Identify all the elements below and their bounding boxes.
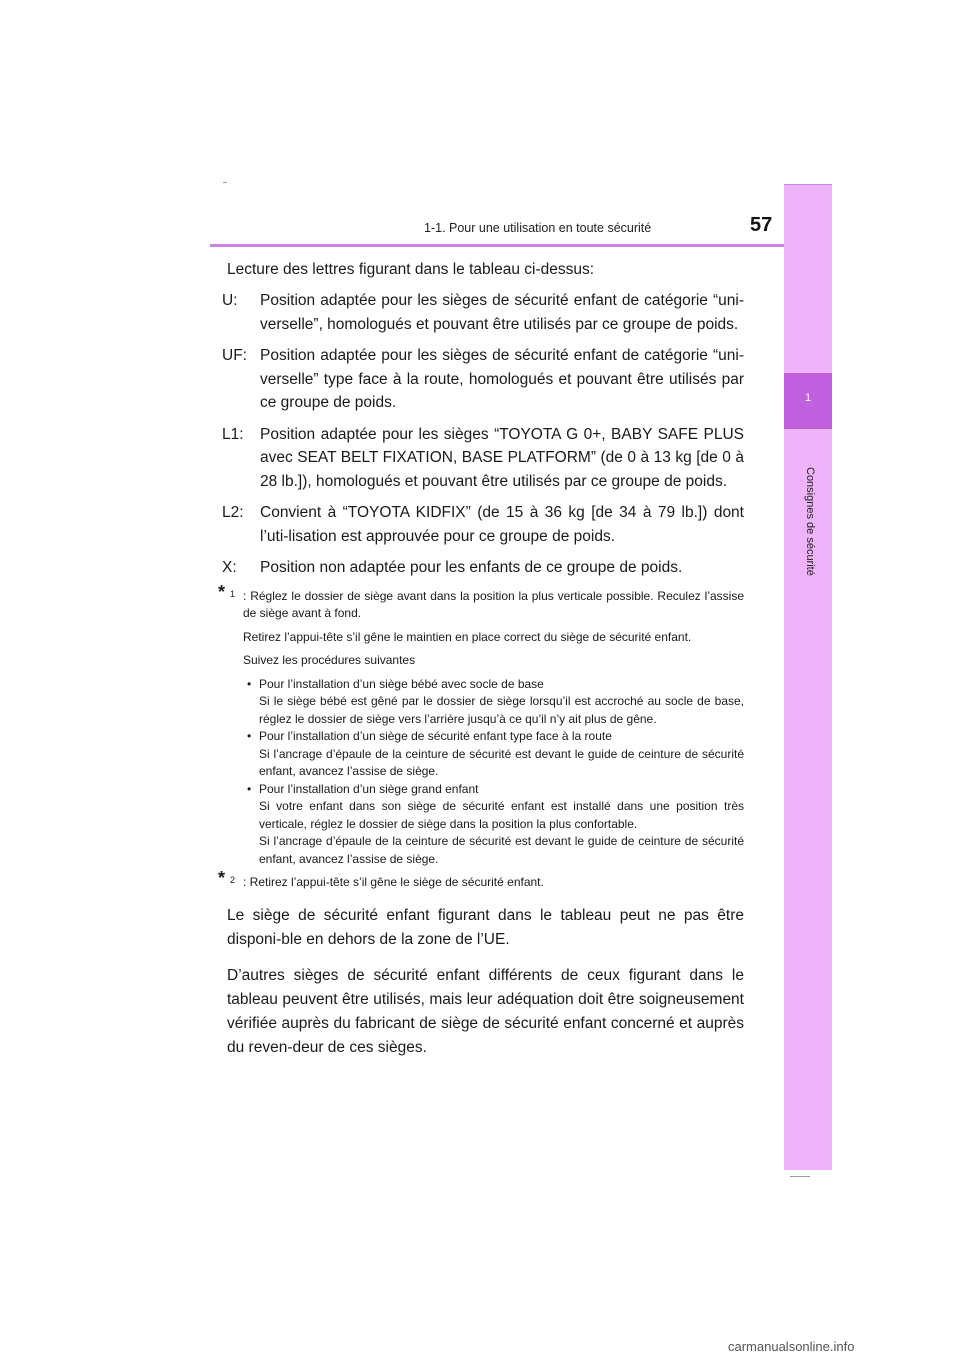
bullet-icon: •: [247, 781, 252, 796]
section-header: 1-1. Pour une utilisation en toute sécurité: [424, 221, 652, 235]
footnote-asterisk: *: [218, 868, 226, 888]
definition-text: Position adaptée pour les sièges de sécurité enfant de catégorie “uni-verselle” type face à la route, homologués et pouvant être utilisés par ce groupe de poids.: [260, 347, 744, 411]
list-item: [243, 676, 744, 729]
definition-text: Position adaptée pour les sièges “TOYOTA G 0+, BABY SAFE PLUS avec SEAT BELT FIXATION, BASE PLATFORM” (de 0 à 13 kg [de 0 à 28 lb.]), homologués et pouvant être utilisés par ce groupe de poids.: [260, 425, 744, 490]
page-number: 57: [750, 214, 773, 236]
chapter-title: Consignes de sécurité: [804, 467, 816, 576]
footnote-number: 1: [230, 588, 236, 599]
list-item-title: Pour l’installation d’un siège bébé avec socle de base: [259, 676, 544, 691]
footnote-text: : Réglez le dossier de siège avant dans la position la plus verticale possible. Reculez l’assise de siège avant à fond.: [243, 588, 744, 620]
definition-code: UF:: [222, 347, 247, 364]
body-paragraph: D’autres sièges de sécurité enfant différents de ceux figurant dans le tableau peuvent être utilisés, mais leur adéquation doit être soigneusement vérifiée auprès du fabricant de siège de sécurité enfant concerné et auprès du reven-deur de ces sièges.: [227, 966, 744, 1056]
list-item: [243, 728, 744, 781]
bullet-icon: •: [247, 729, 252, 743]
footnote-1: [218, 581, 744, 623]
definition-item: [222, 289, 744, 336]
body-paragraph: Le siège de sécurité enfant figurant dans le tableau peut ne pas être disponi-ble en dehors de la zone de l’UE.: [227, 906, 744, 948]
definition-item: [222, 423, 744, 494]
list-item-text: Si l’ancrage d’épaule de la ceinture de sécurité est devant le guide de ceinture de sécurité enfant, avancez l’assise de siège.: [259, 834, 744, 866]
watermark: carmanualsonline.info: [728, 1339, 855, 1354]
footnote-text: : Retirez l’appui-tête s’il gêne le siège de sécurité enfant.: [243, 875, 544, 889]
definition-code: U:: [222, 292, 238, 309]
list-item: [243, 781, 744, 869]
definition-item: [222, 344, 744, 415]
definition-item: [222, 501, 744, 548]
definition-code: L1:: [222, 425, 244, 443]
footnote-number: 2: [230, 875, 236, 885]
bullet-icon: •: [247, 676, 252, 691]
side-bottom-rule: [790, 1176, 810, 1177]
list-item-text: Si votre enfant dans son siège de sécurité enfant est installé dans une position très verticale, réglez le dossier de siège dans la position la plus confortable.: [259, 799, 744, 831]
header-rule: [210, 244, 832, 247]
page-content: [218, 252, 744, 1060]
side-tab-top-rule: [784, 184, 832, 185]
corner-mark: [223, 182, 227, 183]
procedure-list: [222, 676, 744, 869]
list-item-title: Pour l’installation d’un siège de sécurité enfant type face à la route: [259, 729, 612, 743]
footnote-2: [218, 868, 744, 892]
list-item-text: Si le siège bébé est gêné par le dossier de siège lorsqu’il est accroché au socle de base, réglez le dossier de siège vers l’arrière jusqu’à ce qu’il n’y ait plus de gêne.: [259, 694, 744, 726]
intro-text: Lecture des lettres figurant dans le tableau ci-dessus:: [227, 261, 595, 278]
definition-item: [222, 556, 744, 580]
chapter-number: 1: [804, 392, 812, 404]
definition-text: Position adaptée pour les sièges de sécurité enfant de catégorie “uni-verselle”, homologués et pouvant être utilisés par ce groupe de poids.: [260, 292, 744, 333]
footnote-asterisk: *: [218, 581, 226, 602]
footnote-paragraph: Suivez les procédures suivantes: [243, 653, 416, 667]
definition-code: X:: [222, 559, 237, 576]
list-item-text: Si l’ancrage d’épaule de la ceinture de sécurité est devant le guide de ceinture de sécurité enfant, avancez l’assise de siège.: [259, 746, 744, 778]
footnote-paragraph: Retirez l’appui-tête s’il gêne le maintien en place correct du siège de sécurité enfant.: [243, 629, 692, 644]
definition-text: Convient à “TOYOTA KIDFIX” (de 15 à 36 kg [de 34 à 79 lb.]) dont l’uti-lisation est approuvée pour ce groupe de poids.: [260, 504, 744, 545]
definition-text: Position non adaptée pour les enfants de ce groupe de poids.: [260, 559, 683, 576]
definition-code: L2:: [222, 504, 244, 521]
list-item-title: Pour l’installation d’un siège grand enfant: [259, 781, 479, 796]
side-tab-strip: [784, 184, 832, 1170]
